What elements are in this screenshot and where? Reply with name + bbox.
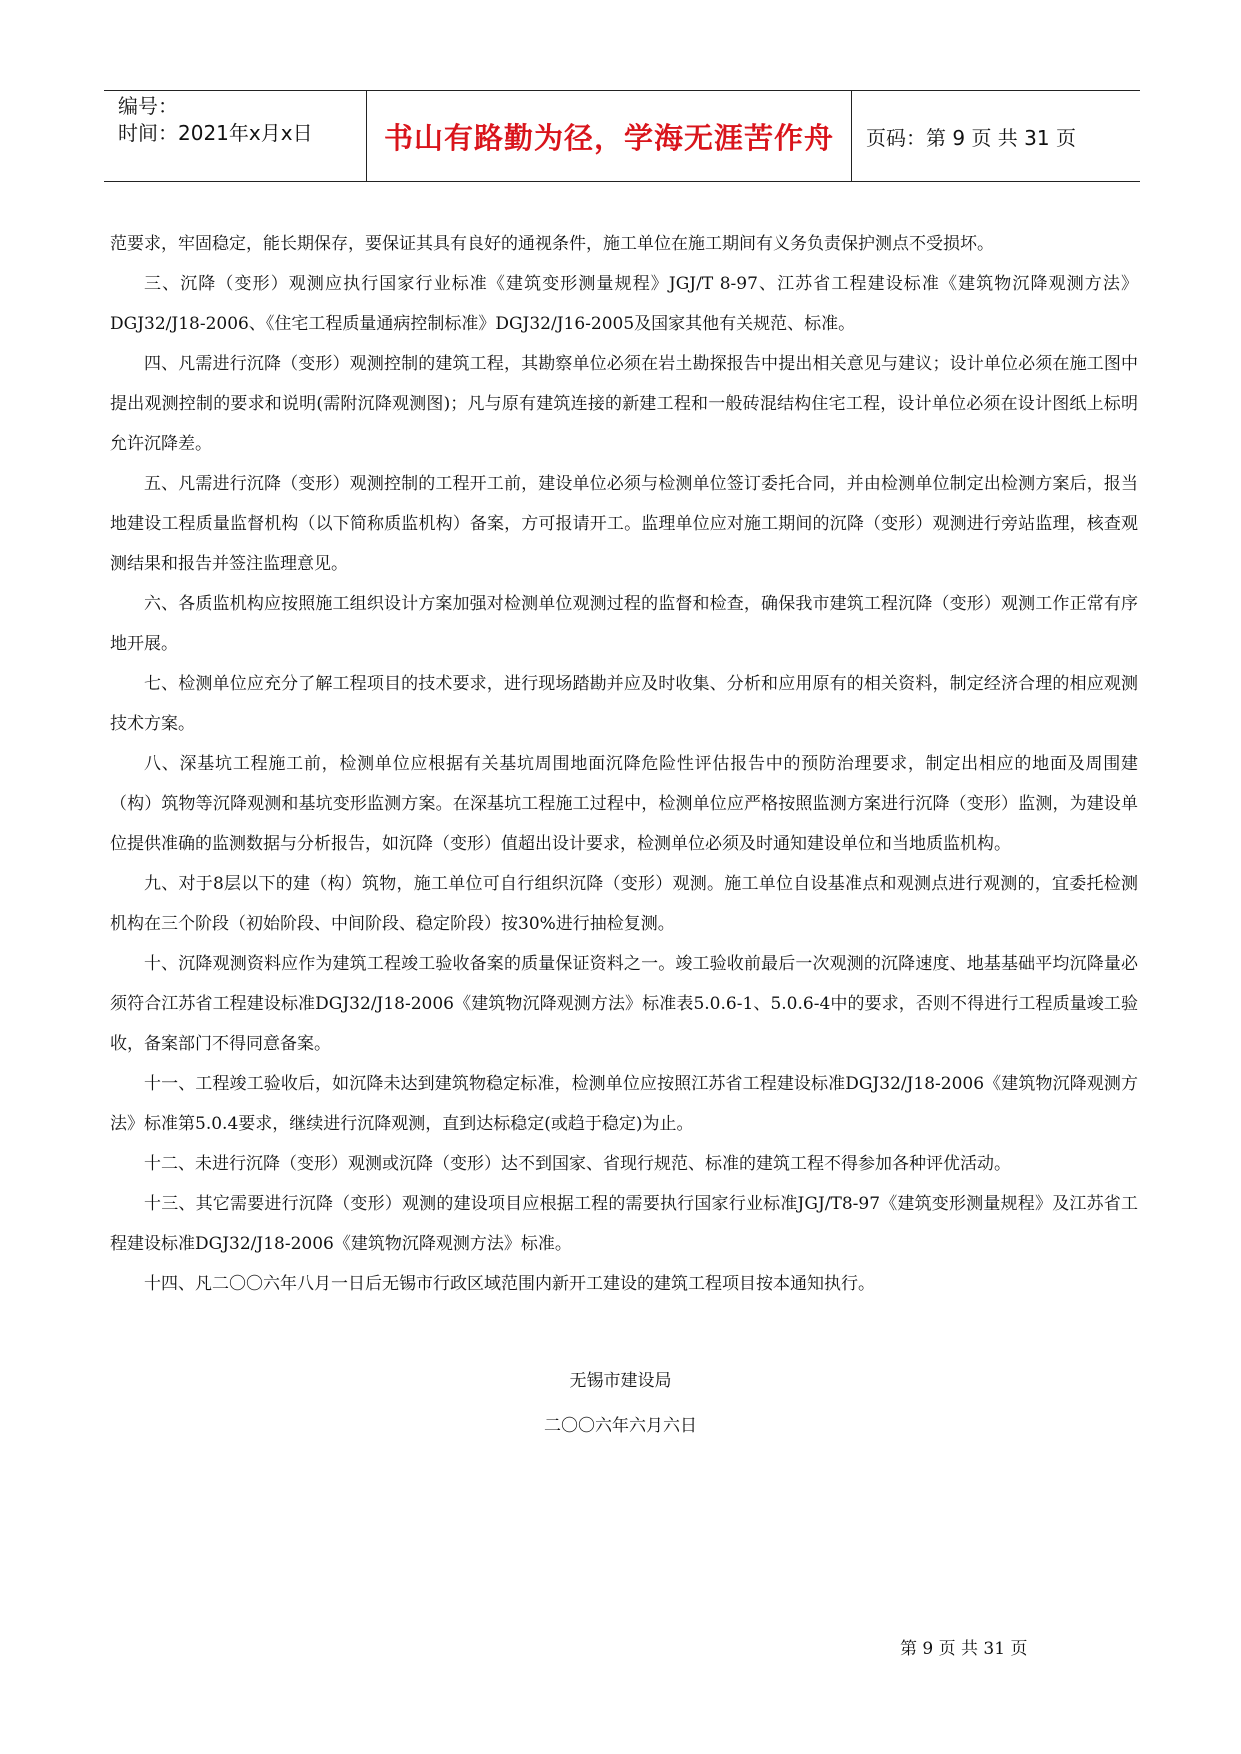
document-number-label: 编号： (118, 94, 178, 118)
paragraph-7: 七、检测单位应充分了解工程项目的技术要求，进行现场踏勘并应及时收集、分析和应用原有的相关资料，制定经济合理的相应观测技术方案。 (110, 674, 1138, 734)
signature-date: 二〇〇六年六月六日 (544, 1416, 697, 1436)
header-meta (104, 91, 367, 181)
paragraph-8: 八、深基坑工程施工前，检测单位应根据有关基坑周围地面沉降危险性评估报告中的预防治理要求，制定出相应的地面及周围建（构）筑物等沉降观测和基坑变形监测方案。在深基坑工程施工过程中，检测单位应严格按照监测方案进行沉降（变形）监测，为建设单位提供准确的监测数据与分析报告，如沉降（变形）值超出设计要求，检测单位必须及时通知建设单位和当地质监机构。 (110, 754, 1138, 854)
header-page-info: 页码：第 9 页 共 31 页 (866, 125, 1076, 150)
paragraph-10: 十、沉降观测资料应作为建筑工程竣工验收备案的质量保证资料之一。竣工验收前最后一次观测的沉降速度、地基基础平均沉降量必须符合江苏省工程建设标准DGJ32/J18-2006《建筑物沉降观测方法》标准表5.0.6-1、5.0.6-4中的要求，否则不得进行工程质量竣工验收，备案部门不得同意备案。 (110, 954, 1138, 1054)
paragraph-3: 三、沉降（变形）观测应执行国家行业标准《建筑变形测量规程》JGJ/T 8-97、江苏省工程建设标准《建筑物沉降观测方法》DGJ32/J18-2006、《住宅工程质量通病控制标准》DGJ32/J16-2005及国家其他有关规范、标准。 (110, 274, 1138, 334)
paragraph-5: 五、凡需进行沉降（变形）观测控制的工程开工前，建设单位必须与检测单位签订委托合同，并由检测单位制定出检测方案后，报当地建设工程质量监督机构（以下简称质监机构）备案，方可报请开工。监理单位应对施工期间的沉降（变形）观测进行旁站监理，核查观测结果和报告并签注监理意见。 (110, 474, 1138, 574)
paragraph-4: 四、凡需进行沉降（变形）观测控制的建筑工程，其勘察单位必须在岩土勘探报告中提出相关意见与建议；设计单位必须在施工图中提出观测控制的要求和说明(需附沉降观测图)；凡与原有建筑连接的新建工程和一般砖混结构住宅工程，设计单位必须在设计图纸上标明允许沉降差。 (110, 354, 1138, 454)
paragraph-14: 十四、凡二〇〇六年八月一日后无锡市行政区域范围内新开工建设的建筑工程项目按本通知执行。 (144, 1274, 875, 1294)
page-footer: 第 9 页 共 31 页 (900, 1639, 1028, 1659)
document-body (110, 224, 1138, 1304)
page-header (104, 90, 1140, 182)
paragraph-12: 十二、未进行沉降（变形）观测或沉降（变形）达不到国家、省现行规范、标准的建筑工程不得参加各种评优活动。 (144, 1154, 1011, 1174)
paragraph-6: 六、各质监机构应按照施工组织设计方案加强对检测单位观测过程的监督和检查，确保我市建筑工程沉降（变形）观测工作正常有序地开展。 (110, 594, 1138, 654)
signature-organization: 无锡市建设局 (569, 1371, 672, 1391)
header-motto-cell (367, 91, 852, 181)
document-time: 时间：2021年x月x日 (118, 121, 313, 145)
header-motto: 书山有路勤为径，学海无涯苦作舟 (383, 120, 834, 155)
paragraph-continuation: 范要求，牢固稳定，能长期保存，要保证其具有良好的通视条件，施工单位在施工期间有义务负责保护测点不受损坏。 (110, 234, 994, 254)
paragraph-11: 十一、工程竣工验收后，如沉降未达到建筑物稳定标准，检测单位应按照江苏省工程建设标准DGJ32/J18-2006《建筑物沉降观测方法》标准第5.0.4要求，继续进行沉降观测，直到达标稳定(或趋于稳定)为止。 (110, 1074, 1138, 1134)
paragraph-9: 九、对于8层以下的建（构）筑物，施工单位可自行组织沉降（变形）观测。施工单位自设基准点和观测点进行观测的，宜委托检测机构在三个阶段（初始阶段、中间阶段、稳定阶段）按30%进行抽检复测。 (110, 874, 1138, 934)
paragraph-13: 十三、其它需要进行沉降（变形）观测的建设项目应根据工程的需要执行国家行业标准JGJ/T8-97《建筑变形测量规程》及江苏省工程建设标准DGJ32/J18-2006《建筑物沉降观测方法》标准。 (110, 1194, 1138, 1254)
